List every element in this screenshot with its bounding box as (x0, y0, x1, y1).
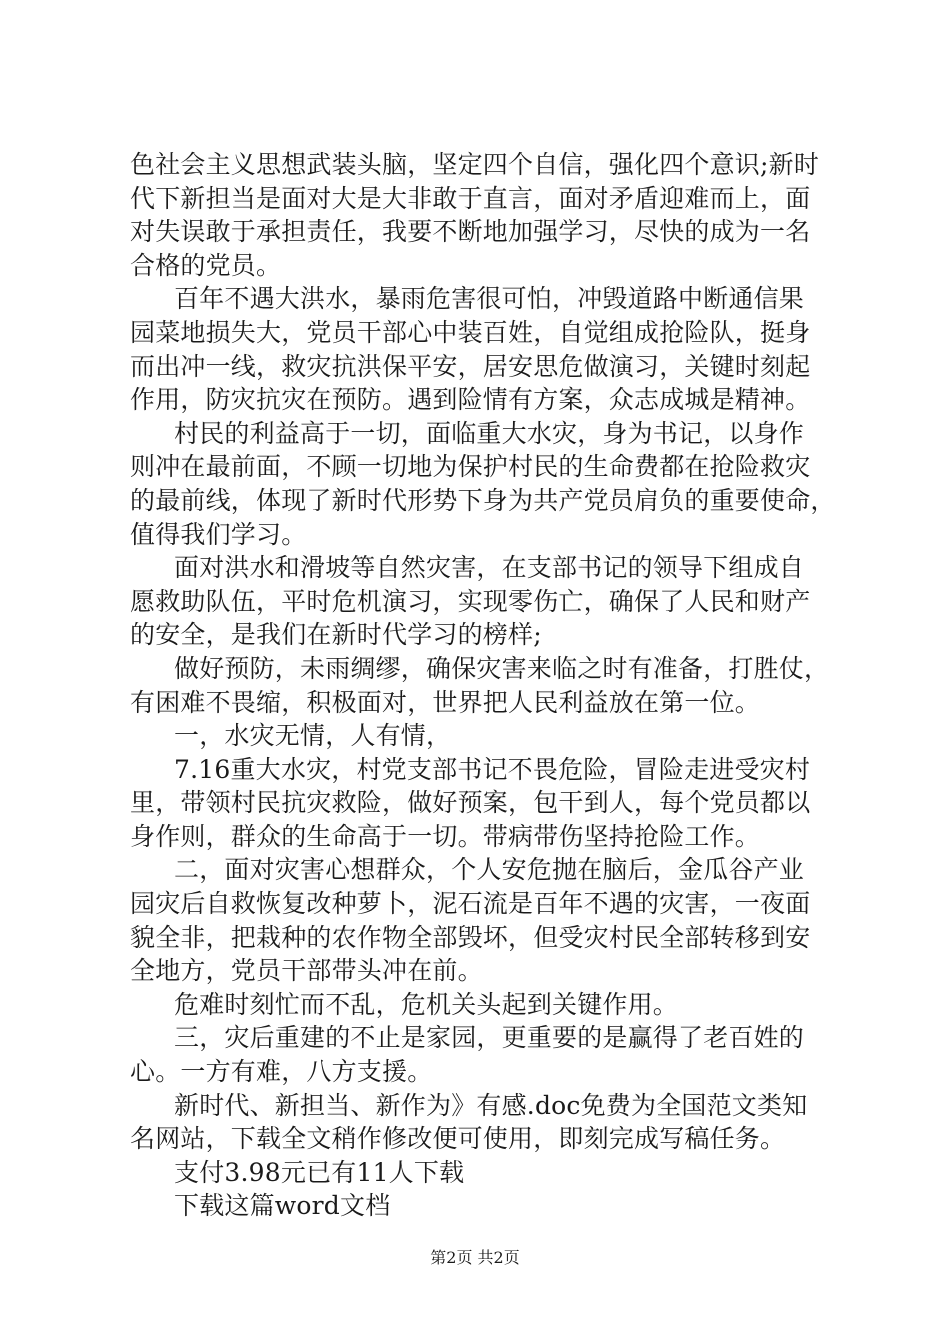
text-line: 面对洪水和滑坡等自然灾害，在支部书记的领导下组成自 (174, 553, 805, 583)
text-line: 身作则，群众的生命高于一切。带病带伤坚持抢险工作。 (130, 821, 761, 851)
text-line: 有困难不畏缩，积极面对，世界把人民利益放在第一位。 (130, 687, 761, 717)
text-line: 的安全，是我们在新时代学习的榜样; (130, 620, 542, 650)
text-line: 而出冲一线，救灾抗洪保平安，居安思危做演习，关键时刻起 (130, 351, 811, 381)
text-line: 园灾后自救恢复改种萝卜，泥石流是百年不遇的灾害，一夜面 (130, 889, 811, 919)
text-line: 村民的利益高于一切，面临重大水灾，身为书记，以身作 (174, 418, 805, 448)
text-line: 一，水灾无情，人有情， (174, 721, 452, 751)
text-line: 名网站，下载全文稍作修改便可使用，即刻完成写稿任务。 (130, 1124, 786, 1154)
text-line: 三，灾后重建的不止是家园，更重要的是赢得了老百姓的 (174, 1023, 805, 1053)
text-line: 支付3.98元已有11人下载 (174, 1157, 465, 1187)
text-line: 百年不遇大洪水，暴雨危害很可怕，冲毁道路中断通信果 (174, 284, 805, 314)
text-line: 全地方，党员干部带头冲在前。 (130, 956, 483, 986)
text-line: 貌全非，把栽种的农作物全部毁坏，但受灾村民全部转移到安 (130, 922, 811, 952)
document-body (130, 148, 850, 1223)
text-line: 值得我们学习。 (130, 519, 307, 549)
text-line: 里，带领村民抗灾救险，做好预案，包干到人，每个党员都以 (130, 788, 811, 818)
text-line: 下载这篇word文档 (174, 1191, 391, 1221)
text-line: 对失误敢于承担责任，我要不断地加强学习，尽快的成为一名 (130, 217, 811, 247)
text-line: 代下新担当是面对大是大非敢于直言，面对矛盾迎难而上，面 (130, 183, 811, 213)
text-line: 园菜地损失大，党员干部心中装百姓，自觉组成抢险队，挺身 (130, 317, 811, 347)
text-line: 7.16重大水灾，村党支部书记不畏危险，冒险走进受灾村 (174, 754, 811, 784)
text-line: 危难时刻忙而不乱，危机关头起到关键作用。 (174, 989, 679, 1019)
text-line: 则冲在最前面，不顾一切地为保护村民的生命费都在抢险救灾 (130, 452, 811, 482)
text-line: 作用，防灾抗灾在预防。遇到险情有方案，众志成城是精神。 (130, 385, 811, 415)
text-line: 合格的党员。 (130, 250, 282, 280)
text-line: 的最前线，体现了新时代形势下身为共产党员肩负的重要使命， (130, 485, 836, 515)
page-footer: 第2页 共2页 (430, 1248, 520, 1267)
text-line: 做好预防，未雨绸缪，确保灾害来临之时有准备，打胜仗， (174, 653, 830, 683)
text-line: 二，面对灾害心想群众，个人安危抛在脑后，金瓜谷产业 (174, 855, 805, 885)
text-line: 愿救助队伍，平时危机演习，实现零伤亡，确保了人民和财产 (130, 586, 811, 616)
text-line: 色社会主义思想武装头脑，坚定四个自信，强化四个意识;新时 (130, 150, 820, 179)
text-line: 心。一方有难，八方支援。 (130, 1057, 433, 1087)
text-line: 新时代、新担当、新作为》有感.doc免费为全国范文类知 (174, 1090, 808, 1120)
